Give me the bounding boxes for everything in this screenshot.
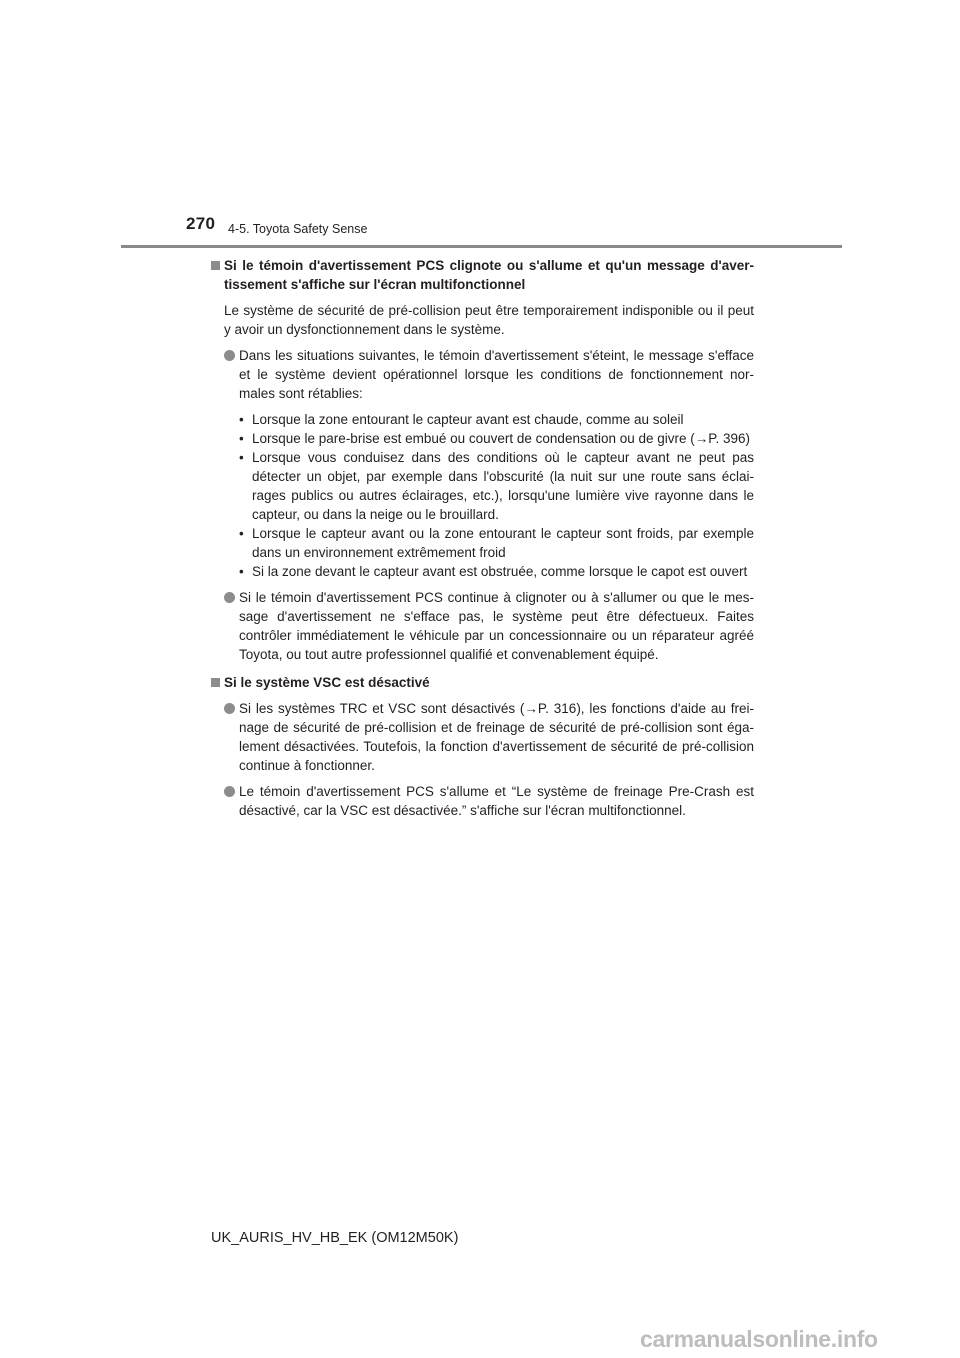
bullet-item xyxy=(211,782,754,820)
circle-bullet-icon xyxy=(224,786,235,797)
circle-bullet-icon xyxy=(224,592,235,603)
sub-list-item xyxy=(239,410,754,429)
sub-item-text: Si la zone devant le capteur avant est obstruée, comme lorsque le capot est ouvert xyxy=(252,564,748,579)
watermark: carmanualsonline.info xyxy=(640,1326,878,1352)
paragraph: Le système de sécurité de pré-collision peut être temporairement indisponible ou il peut y avoir un dysfonctionnement dans le système. xyxy=(224,303,754,337)
sub-item-text: Lorsque le pare-brise est embué ou couvert de condensation ou de givre (→P. 396) xyxy=(252,431,751,446)
sub-list-item xyxy=(239,524,754,562)
sub-item-text: Lorsque vous conduisez dans des conditions où le capteur avant ne peut pas détecter un objet, par exemple dans l'obscurité (la nuit sur une route sans éclai-rages publics ou autres éclairages, etc.), lorsqu'une lumière vive rayonne dans le capteur, ou dans la neige ou le brouillard. xyxy=(252,450,754,522)
circle-bullet-icon xyxy=(224,703,235,714)
footer-model-code: UK_AURIS_HV_HB_EK (OM12M50K) xyxy=(211,1230,459,1246)
sub-list-item xyxy=(239,562,754,581)
bullet-dot-icon: • xyxy=(239,412,244,427)
heading-text: Si le système VSC est désactivé xyxy=(224,675,430,690)
bullet-item xyxy=(211,588,754,664)
sub-list-item xyxy=(239,429,754,448)
sub-item-text: Lorsque le capteur avant ou la zone entourant le capteur sont froids, par exemple dans un environnement extrêmement froid xyxy=(252,526,754,560)
bullet-text: Dans les situations suivantes, le témoin d'avertissement s'éteint, le message s'efface et le système devient opérationnel lorsque les conditions de fonctionnement nor-males sont rétablies: xyxy=(239,348,754,401)
square-bullet-icon xyxy=(211,678,220,687)
bullet-text: Si le témoin d'avertissement PCS continue à clignoter ou à s'allumer ou que le mes-sage d'avertissement ne s'efface pas, le système peut être défectueux. Faites contrôler immédiatement le véhicule par un concessionnaire ou un réparateur agréé Toyota, ou tout autre professionnel qualifié et convenablement équipé. xyxy=(239,590,754,662)
page-content xyxy=(211,256,754,820)
bullet-text: Si les systèmes TRC et VSC sont désactivés (→P. 316), les fonctions d'aide au frei-nage de sécurité de pré-collision et de freinage de sécurité de pré-collision sont éga-lement désactivées. Toutefois, la fonction d'avertissement de sécurité de pré-collision continue à fonctionner. xyxy=(239,701,754,773)
square-bullet-icon xyxy=(211,261,220,270)
sub-list-item xyxy=(239,448,754,524)
heading-text: Si le témoin d'avertissement PCS clignote ou s'allume et qu'un message d'aver-tissement s'affiche sur l'écran multifonctionnel xyxy=(224,258,754,292)
circle-bullet-icon xyxy=(224,350,235,361)
bullet-item xyxy=(211,346,754,403)
sub-item-text: Lorsque la zone entourant le capteur avant est chaude, comme au soleil xyxy=(252,412,684,427)
bullet-text: Le témoin d'avertissement PCS s'allume et “Le système de freinage Pre-Crash est désactivé, car la VSC est désactivée.” s'affiche sur l'écran multifonctionnel. xyxy=(239,784,754,818)
bullet-dot-icon: • xyxy=(239,450,244,465)
bullet-dot-icon: • xyxy=(239,564,244,579)
heading-vsc-off xyxy=(211,673,754,692)
header-rule xyxy=(121,245,842,248)
heading-pcs-warning xyxy=(211,256,754,294)
bullet-dot-icon: • xyxy=(239,526,244,541)
sub-list xyxy=(211,410,754,581)
bullet-item xyxy=(211,699,754,775)
bullet-dot-icon: • xyxy=(239,431,244,446)
section-title: 4-5. Toyota Safety Sense xyxy=(228,222,368,236)
page-number: 270 xyxy=(186,214,216,233)
